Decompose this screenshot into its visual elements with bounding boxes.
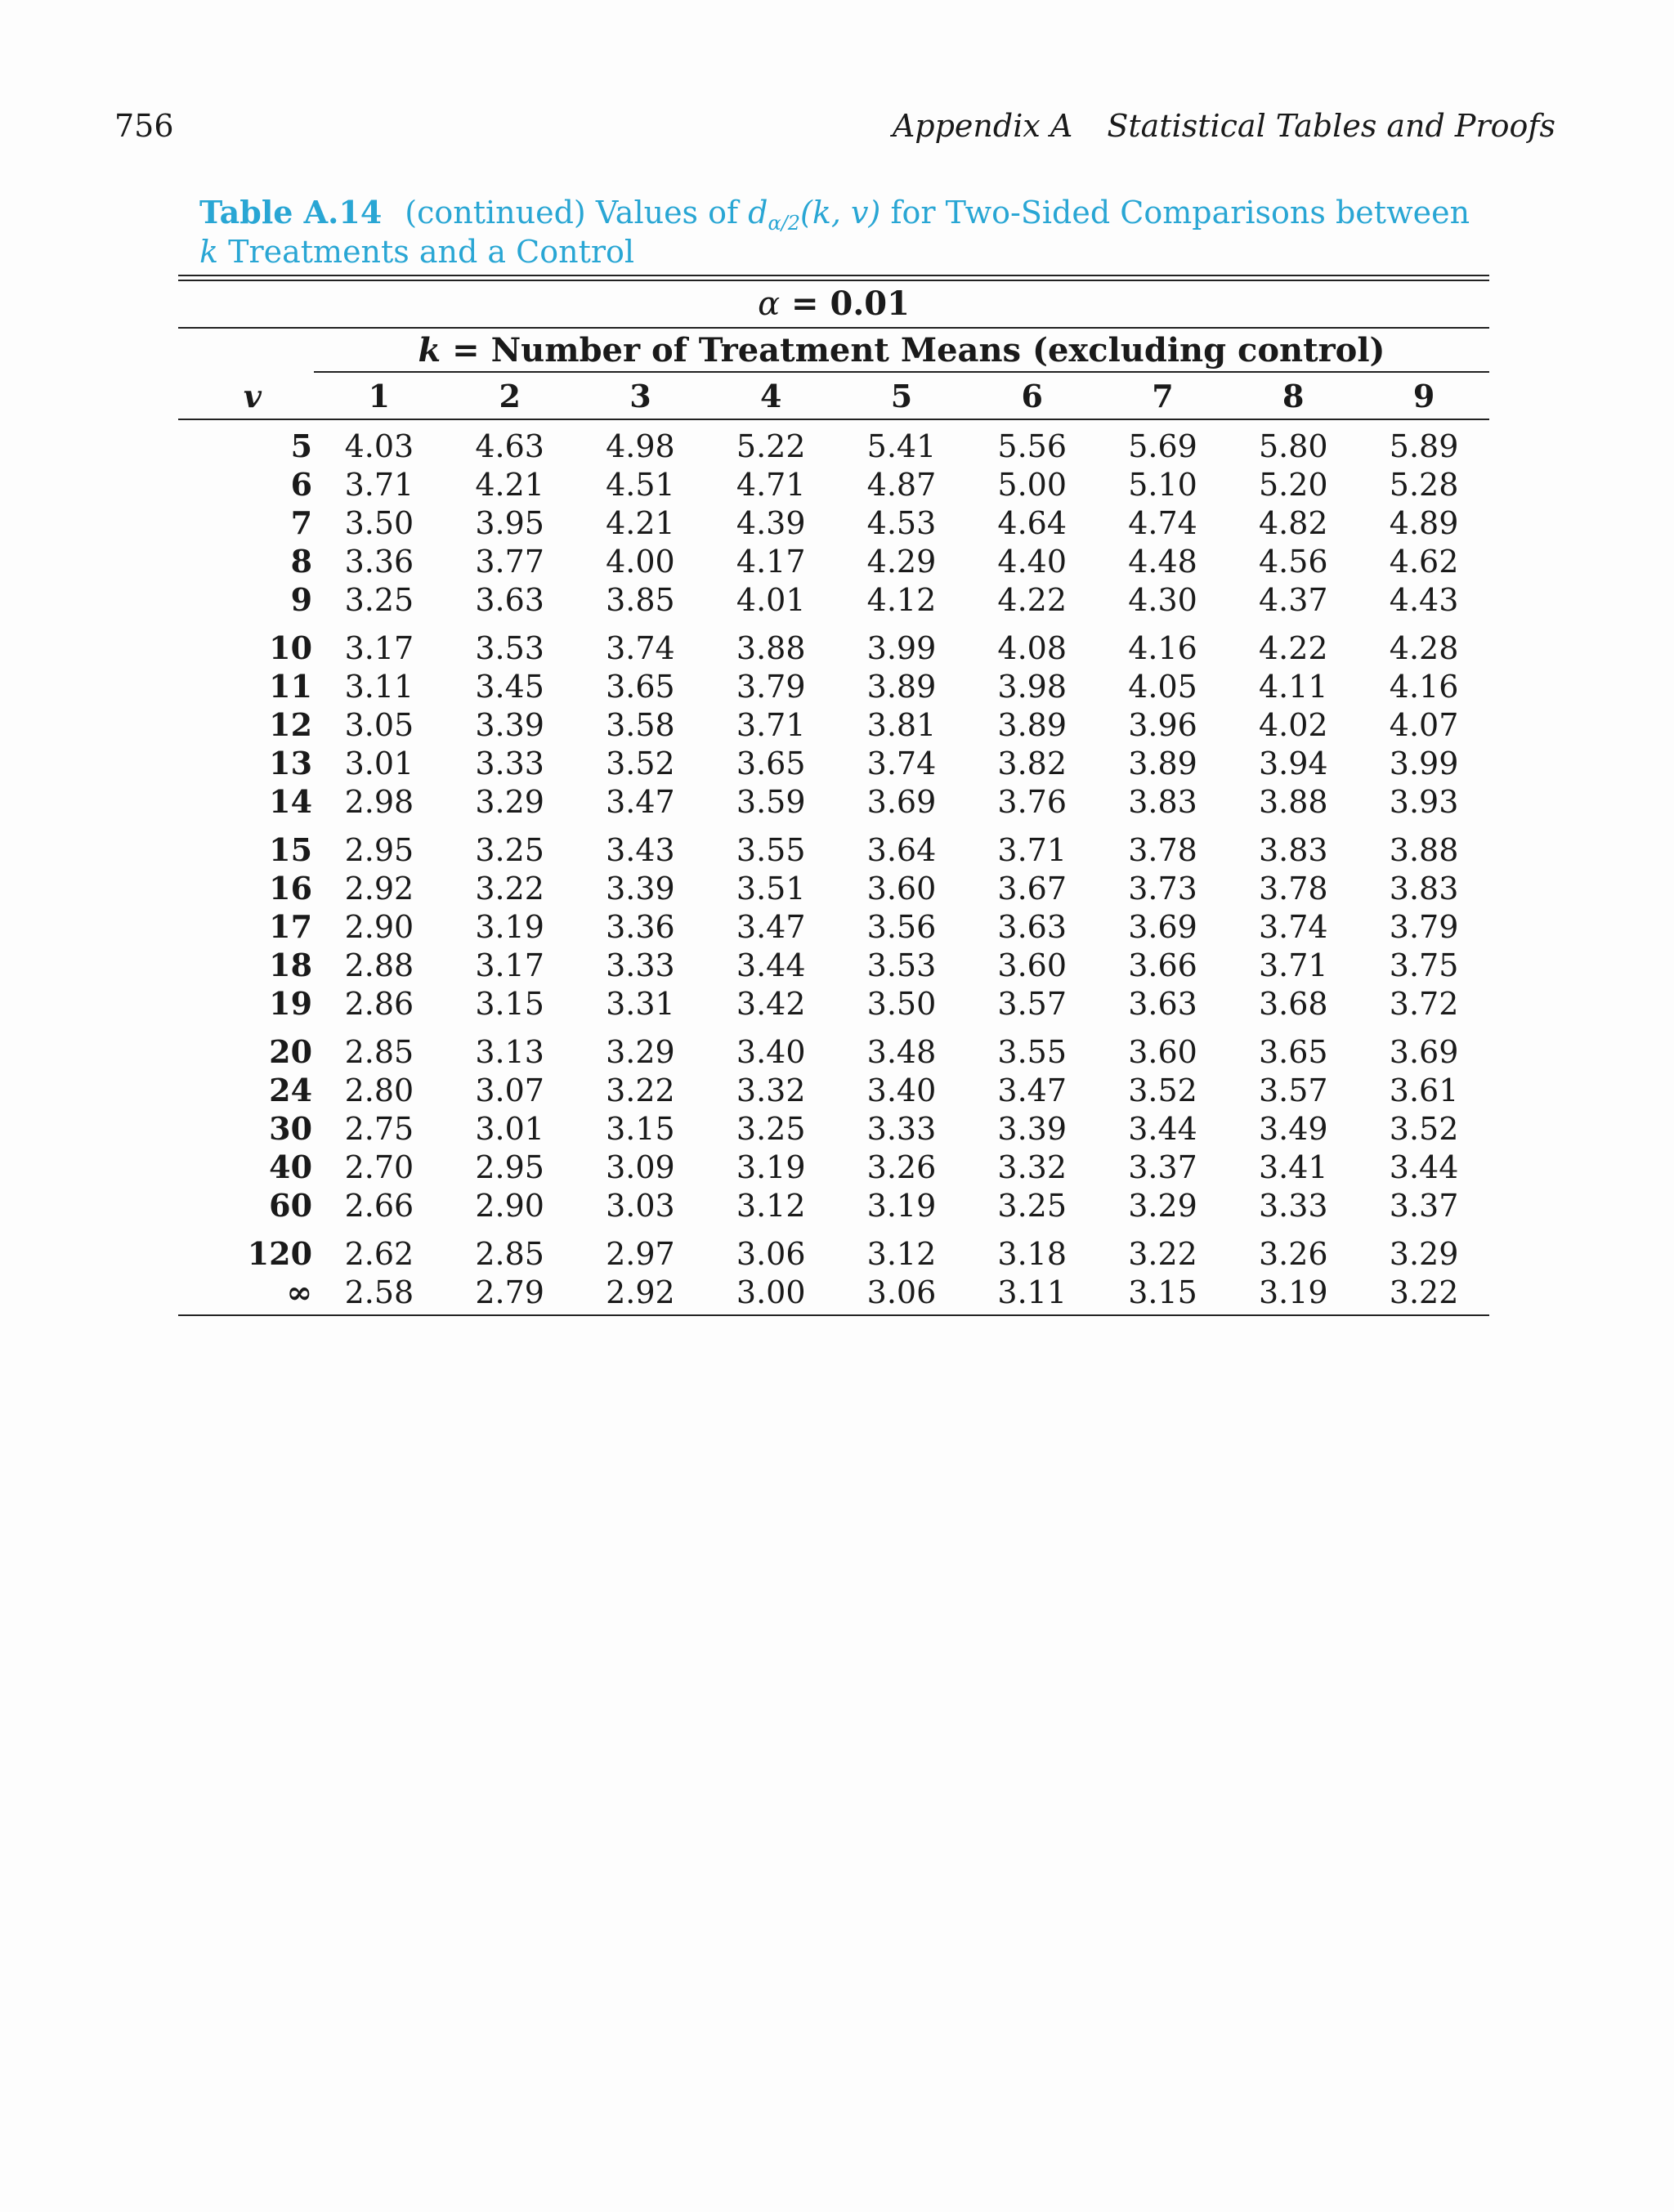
table-cell: 3.48 <box>866 1033 937 1070</box>
table-cell: 4.87 <box>866 466 937 503</box>
row-header-v: 5 <box>290 428 313 464</box>
table-row <box>178 907 1489 946</box>
table-header <box>178 373 1489 419</box>
row-header-v: 6 <box>290 466 313 503</box>
table-cell: 3.11 <box>997 1274 1068 1310</box>
table-cell: 3.39 <box>475 706 544 743</box>
row-header-v: 11 <box>269 668 313 705</box>
table-cell: 5.28 <box>1389 466 1459 503</box>
table-cell: 3.22 <box>1128 1235 1197 1272</box>
table-cell: 3.12 <box>866 1235 937 1272</box>
table-cell: 3.58 <box>606 706 675 743</box>
table-cell: 4.11 <box>1258 668 1328 705</box>
table-cell: 3.71 <box>997 831 1068 868</box>
table-cell: 3.45 <box>475 668 544 705</box>
table-cell: 2.75 <box>344 1110 414 1147</box>
table-cell: 3.50 <box>866 985 937 1022</box>
row-header-v: 17 <box>269 908 313 945</box>
alpha-equals: = <box>780 284 830 323</box>
table-cell: 3.06 <box>866 1274 937 1310</box>
table-cell: 3.77 <box>475 543 544 580</box>
k-symbol: k <box>418 331 441 369</box>
table-cell: 3.52 <box>1389 1110 1459 1147</box>
table-cell: 5.10 <box>1128 466 1197 503</box>
table-cell: 3.12 <box>736 1187 806 1224</box>
table-cell: 3.39 <box>997 1110 1068 1147</box>
table-cell: 3.88 <box>736 629 806 666</box>
table-cell: 4.28 <box>1389 629 1459 666</box>
table-cell: 4.16 <box>1128 629 1197 666</box>
table-cell: 3.71 <box>1258 947 1328 983</box>
table-cell: 3.40 <box>866 1072 937 1108</box>
table-cell: 3.37 <box>1389 1187 1459 1224</box>
table-cell: 3.95 <box>475 504 544 541</box>
table-cell: 3.52 <box>606 745 675 781</box>
table-cell: 4.07 <box>1389 706 1459 743</box>
table-cell: 3.47 <box>997 1072 1068 1108</box>
table-row <box>178 667 1489 705</box>
table-cell: 3.60 <box>866 870 937 907</box>
table-cell: 3.89 <box>866 668 937 705</box>
table-cell: 3.11 <box>344 668 414 705</box>
table-cell: 3.39 <box>606 870 675 907</box>
table-row <box>178 946 1489 984</box>
table-cell: 4.39 <box>736 504 806 541</box>
table-cell: 3.72 <box>1389 985 1459 1022</box>
column-header-k: 6 <box>967 373 1098 419</box>
caption-symbol-sub: α/2 <box>768 212 801 235</box>
table-cell: 3.25 <box>997 1187 1068 1224</box>
table-cell: 5.22 <box>736 428 806 464</box>
top-double-rule <box>178 275 1489 281</box>
table-cell: 4.12 <box>866 581 937 618</box>
table-cell: 3.76 <box>997 783 1068 820</box>
table-cell: 3.61 <box>1389 1072 1459 1108</box>
table-cell: 3.73 <box>1128 870 1197 907</box>
table-cell: 3.53 <box>866 947 937 983</box>
table-cell: 3.82 <box>997 745 1068 781</box>
table-body <box>178 419 1489 1314</box>
row-header-v: 12 <box>269 706 313 743</box>
table-cell: 3.19 <box>736 1149 806 1185</box>
table-cell: 4.05 <box>1128 668 1197 705</box>
table-cell: 4.98 <box>606 428 675 464</box>
table-cell: 4.30 <box>1128 581 1197 618</box>
table-cell: 3.57 <box>1258 1072 1328 1108</box>
table-cell: 3.98 <box>997 668 1068 705</box>
column-header-v: v <box>178 373 314 419</box>
running-chapter: Appendix A <box>892 108 1073 144</box>
table-cell: 3.33 <box>866 1110 937 1147</box>
table-row <box>178 1023 1489 1071</box>
table-label: Table A.14 <box>199 194 383 231</box>
k-heading-rule <box>314 371 1489 373</box>
table-cell: 3.15 <box>1128 1274 1197 1310</box>
table-row <box>178 1109 1489 1148</box>
table-cell: 3.71 <box>344 466 414 503</box>
table-cell: 2.86 <box>344 985 414 1022</box>
alpha-heading <box>178 281 1489 329</box>
table-row <box>178 580 1489 619</box>
table-cell: 3.79 <box>736 668 806 705</box>
table-cell: 3.01 <box>475 1110 544 1147</box>
table-cell: 3.78 <box>1258 870 1328 907</box>
table-cell: 4.56 <box>1258 543 1328 580</box>
table-cell: 3.63 <box>1128 985 1197 1022</box>
caption-symbol-args: (k, v) <box>800 195 881 231</box>
column-header-k: 9 <box>1358 373 1489 419</box>
table-cell: 2.90 <box>475 1187 544 1224</box>
table-cell: 2.85 <box>344 1033 414 1070</box>
table-cell: 3.29 <box>606 1033 675 1070</box>
table-cell: 3.71 <box>736 706 806 743</box>
table-cell: 3.22 <box>475 870 544 907</box>
table-cell: 2.58 <box>344 1274 414 1310</box>
table-cell: 3.32 <box>736 1072 806 1108</box>
table-cell: 3.63 <box>475 581 544 618</box>
table-cell: 4.64 <box>997 504 1068 541</box>
table-cell: 3.09 <box>606 1149 675 1185</box>
table-cell: 5.80 <box>1258 428 1328 464</box>
caption-text-after: Treatments and a Control <box>218 234 635 270</box>
table-row <box>178 984 1489 1023</box>
table-row <box>178 782 1489 821</box>
values-table <box>178 373 1489 1314</box>
table-cell: 3.43 <box>606 831 675 868</box>
table-cell: 3.65 <box>606 668 675 705</box>
table-cell: 4.08 <box>997 629 1068 666</box>
running-head <box>0 108 1674 154</box>
caption-text-middle: for Two-Sided Comparisons between <box>880 195 1470 231</box>
table-cell: 3.18 <box>997 1235 1068 1272</box>
table-cell: 3.17 <box>344 629 414 666</box>
table-cell: 3.29 <box>475 783 544 820</box>
table-cell: 3.03 <box>606 1187 675 1224</box>
table-cell: 3.74 <box>1258 908 1328 945</box>
table-cell: 5.89 <box>1389 428 1459 464</box>
row-header-v: 30 <box>269 1110 313 1147</box>
table-cell: 2.80 <box>344 1072 414 1108</box>
table-cell: 2.66 <box>344 1187 414 1224</box>
table-cell: 3.93 <box>1389 783 1459 820</box>
table-cell: 3.19 <box>475 908 544 945</box>
table-caption <box>199 193 1491 271</box>
table-cell: 3.33 <box>606 947 675 983</box>
table-cell: 3.40 <box>736 1033 806 1070</box>
table-cell: 3.60 <box>1128 1033 1197 1070</box>
table-row <box>178 542 1489 580</box>
table-row <box>178 504 1489 542</box>
table-cell: 4.71 <box>736 466 806 503</box>
table-cell: 2.95 <box>344 831 414 868</box>
row-header-v: ∞ <box>286 1274 313 1310</box>
table-row <box>178 1071 1489 1109</box>
table-cell: 3.69 <box>1128 908 1197 945</box>
running-title <box>893 108 1555 144</box>
table-cell: 3.29 <box>1389 1235 1459 1272</box>
table-cell: 5.69 <box>1128 428 1197 464</box>
table-row <box>178 465 1489 504</box>
k-heading-paren: (excluding control) <box>1032 331 1385 369</box>
table-cell: 3.07 <box>475 1072 544 1108</box>
row-header-v: 60 <box>269 1187 313 1224</box>
table-cell: 2.88 <box>344 947 414 983</box>
table-cell: 3.57 <box>997 985 1068 1022</box>
table-row <box>178 744 1489 782</box>
table-cell: 3.33 <box>1258 1187 1328 1224</box>
table-cell: 3.32 <box>997 1149 1068 1185</box>
table-cell: 3.52 <box>1128 1072 1197 1108</box>
table-cell: 3.42 <box>736 985 806 1022</box>
row-header-v: 8 <box>290 543 313 580</box>
table-cell: 3.55 <box>997 1033 1068 1070</box>
table-cell: 3.60 <box>997 947 1068 983</box>
table-cell: 3.25 <box>736 1110 806 1147</box>
table-cell: 3.56 <box>866 908 937 945</box>
bottom-rule <box>178 1314 1489 1316</box>
table-cell: 3.64 <box>866 831 937 868</box>
table-cell: 3.47 <box>606 783 675 820</box>
row-header-v: 18 <box>269 947 313 983</box>
table-cell: 4.82 <box>1258 504 1328 541</box>
table-cell: 2.85 <box>475 1235 544 1272</box>
table-cell: 4.89 <box>1389 504 1459 541</box>
table-cell: 3.88 <box>1389 831 1459 868</box>
row-header-v: 40 <box>269 1149 313 1185</box>
table-cell: 3.79 <box>1389 908 1459 945</box>
table-cell: 3.44 <box>736 947 806 983</box>
running-section: Statistical Tables and Proofs <box>1107 108 1555 144</box>
table-cell: 3.26 <box>1258 1235 1328 1272</box>
table-row <box>178 419 1489 465</box>
table-cell: 3.66 <box>1128 947 1197 983</box>
row-header-v: 15 <box>269 831 313 868</box>
table-cell: 3.75 <box>1389 947 1459 983</box>
table-cell: 2.92 <box>344 870 414 907</box>
table-cell: 4.21 <box>475 466 544 503</box>
table-row <box>178 1273 1489 1314</box>
caption-symbol-d: d <box>748 195 768 231</box>
table-cell: 5.56 <box>997 428 1068 464</box>
table-cell: 4.37 <box>1258 581 1328 618</box>
table-cell: 4.16 <box>1389 668 1459 705</box>
table-cell: 3.50 <box>344 504 414 541</box>
table-cell: 4.40 <box>997 543 1068 580</box>
table-cell: 3.44 <box>1389 1149 1459 1185</box>
table-cell: 3.65 <box>1258 1033 1328 1070</box>
caption-symbol-k: k <box>199 234 219 270</box>
table-row <box>178 1148 1489 1186</box>
table-cell: 4.03 <box>344 428 414 464</box>
table-cell: 3.31 <box>606 985 675 1022</box>
table-cell: 2.97 <box>606 1235 675 1272</box>
table-cell: 3.67 <box>997 870 1068 907</box>
table-cell: 4.74 <box>1128 504 1197 541</box>
table-cell: 3.25 <box>475 831 544 868</box>
row-header-v: 16 <box>269 870 313 907</box>
table-cell: 4.29 <box>866 543 937 580</box>
row-header-v: 13 <box>269 745 313 781</box>
table-cell: 3.41 <box>1258 1149 1328 1185</box>
table-cell: 3.85 <box>606 581 675 618</box>
table-cell: 3.29 <box>1128 1187 1197 1224</box>
table-cell: 2.98 <box>344 783 414 820</box>
row-header-v: 24 <box>269 1072 313 1108</box>
table-row <box>178 619 1489 667</box>
table-cell: 3.44 <box>1128 1110 1197 1147</box>
table-row <box>178 1186 1489 1225</box>
table-cell: 3.15 <box>475 985 544 1022</box>
k-heading-row <box>178 329 1489 373</box>
alpha-value: 0.01 <box>830 284 910 323</box>
table-cell: 3.69 <box>866 783 937 820</box>
row-header-v: 7 <box>290 504 313 541</box>
table-cell: 4.53 <box>866 504 937 541</box>
table-cell: 4.17 <box>736 543 806 580</box>
table-cell: 3.78 <box>1128 831 1197 868</box>
row-header-v: 20 <box>269 1033 313 1070</box>
table-row <box>178 1225 1489 1273</box>
table-cell: 4.22 <box>997 581 1068 618</box>
table-cell: 3.83 <box>1389 870 1459 907</box>
table-cell: 2.90 <box>344 908 414 945</box>
table-cell: 3.26 <box>866 1149 937 1185</box>
table-cell: 3.83 <box>1128 783 1197 820</box>
table-cell: 3.19 <box>1258 1274 1328 1310</box>
table-cell: 4.00 <box>606 543 675 580</box>
table-cell: 3.81 <box>866 706 937 743</box>
table-row <box>178 869 1489 907</box>
table-cell: 4.48 <box>1128 543 1197 580</box>
table-cell: 4.51 <box>606 466 675 503</box>
table-cell: 3.05 <box>344 706 414 743</box>
table-cell: 3.68 <box>1258 985 1328 1022</box>
header-row <box>178 373 1489 419</box>
column-header-k: 5 <box>836 373 967 419</box>
table-cell: 3.49 <box>1258 1110 1328 1147</box>
table-cell: 3.36 <box>606 908 675 945</box>
table-cell: 3.99 <box>1389 745 1459 781</box>
table-cell: 3.74 <box>866 745 937 781</box>
table-cell: 3.37 <box>1128 1149 1197 1185</box>
table-cell: 3.00 <box>736 1274 806 1310</box>
table-cell: 3.55 <box>736 831 806 868</box>
table-cell: 3.01 <box>344 745 414 781</box>
table-cell: 5.00 <box>997 466 1068 503</box>
column-header-k: 2 <box>445 373 575 419</box>
table-cell: 3.63 <box>997 908 1068 945</box>
table-cell: 4.01 <box>736 581 806 618</box>
table-cell: 4.43 <box>1389 581 1459 618</box>
row-header-v: 9 <box>290 581 313 618</box>
column-header-k: 4 <box>705 373 836 419</box>
k-heading <box>314 329 1489 373</box>
table-cell: 2.95 <box>475 1149 544 1185</box>
table-cell: 4.63 <box>475 428 544 464</box>
table-cell: 3.88 <box>1258 783 1328 820</box>
table-cell: 3.15 <box>606 1110 675 1147</box>
table-cell: 4.62 <box>1389 543 1459 580</box>
column-header-k: 3 <box>575 373 706 419</box>
table-cell: 2.79 <box>475 1274 544 1310</box>
table-cell: 3.89 <box>997 706 1068 743</box>
table-cell: 3.65 <box>736 745 806 781</box>
table-cell: 3.94 <box>1258 745 1328 781</box>
table-cell: 3.22 <box>1389 1274 1459 1310</box>
alpha-symbol: α <box>758 285 781 323</box>
column-header-k: 8 <box>1228 373 1358 419</box>
table-cell: 3.19 <box>866 1187 937 1224</box>
row-header-v: 14 <box>269 783 313 820</box>
table-cell: 3.47 <box>736 908 806 945</box>
column-header-k: 7 <box>1098 373 1229 419</box>
table-row <box>178 705 1489 744</box>
table-cell: 3.96 <box>1128 706 1197 743</box>
table-cell: 3.51 <box>736 870 806 907</box>
table-cell: 5.20 <box>1258 466 1328 503</box>
table-cell: 2.92 <box>606 1274 675 1310</box>
table-cell: 3.36 <box>344 543 414 580</box>
table-cell: 3.83 <box>1258 831 1328 868</box>
table-cell: 3.25 <box>344 581 414 618</box>
caption-text-before: (continued) Values of <box>405 195 749 231</box>
row-header-v: 19 <box>269 985 313 1022</box>
table-cell: 2.70 <box>344 1149 414 1185</box>
table-cell: 4.21 <box>606 504 675 541</box>
statistical-table <box>178 275 1489 1316</box>
table-cell: 5.41 <box>866 428 937 464</box>
table-row <box>178 821 1489 869</box>
row-header-v: 10 <box>269 629 313 666</box>
page-number: 756 <box>114 108 174 144</box>
table-cell: 4.02 <box>1258 706 1328 743</box>
row-header-v: 120 <box>247 1235 313 1272</box>
table-cell: 3.17 <box>475 947 544 983</box>
table-cell: 3.99 <box>866 629 937 666</box>
table-cell: 3.69 <box>1389 1033 1459 1070</box>
table-cell: 3.53 <box>475 629 544 666</box>
table-cell: 2.62 <box>344 1235 414 1272</box>
table-cell: 3.22 <box>606 1072 675 1108</box>
k-heading-text: = Number of Treatment Means <box>441 331 1033 369</box>
table-cell: 3.33 <box>475 745 544 781</box>
table-cell: 3.06 <box>736 1235 806 1272</box>
table-cell: 3.13 <box>475 1033 544 1070</box>
table-cell: 3.59 <box>736 783 806 820</box>
table-cell: 3.74 <box>606 629 675 666</box>
table-cell: 4.22 <box>1258 629 1328 666</box>
column-header-k: 1 <box>314 373 445 419</box>
table-cell: 3.89 <box>1128 745 1197 781</box>
